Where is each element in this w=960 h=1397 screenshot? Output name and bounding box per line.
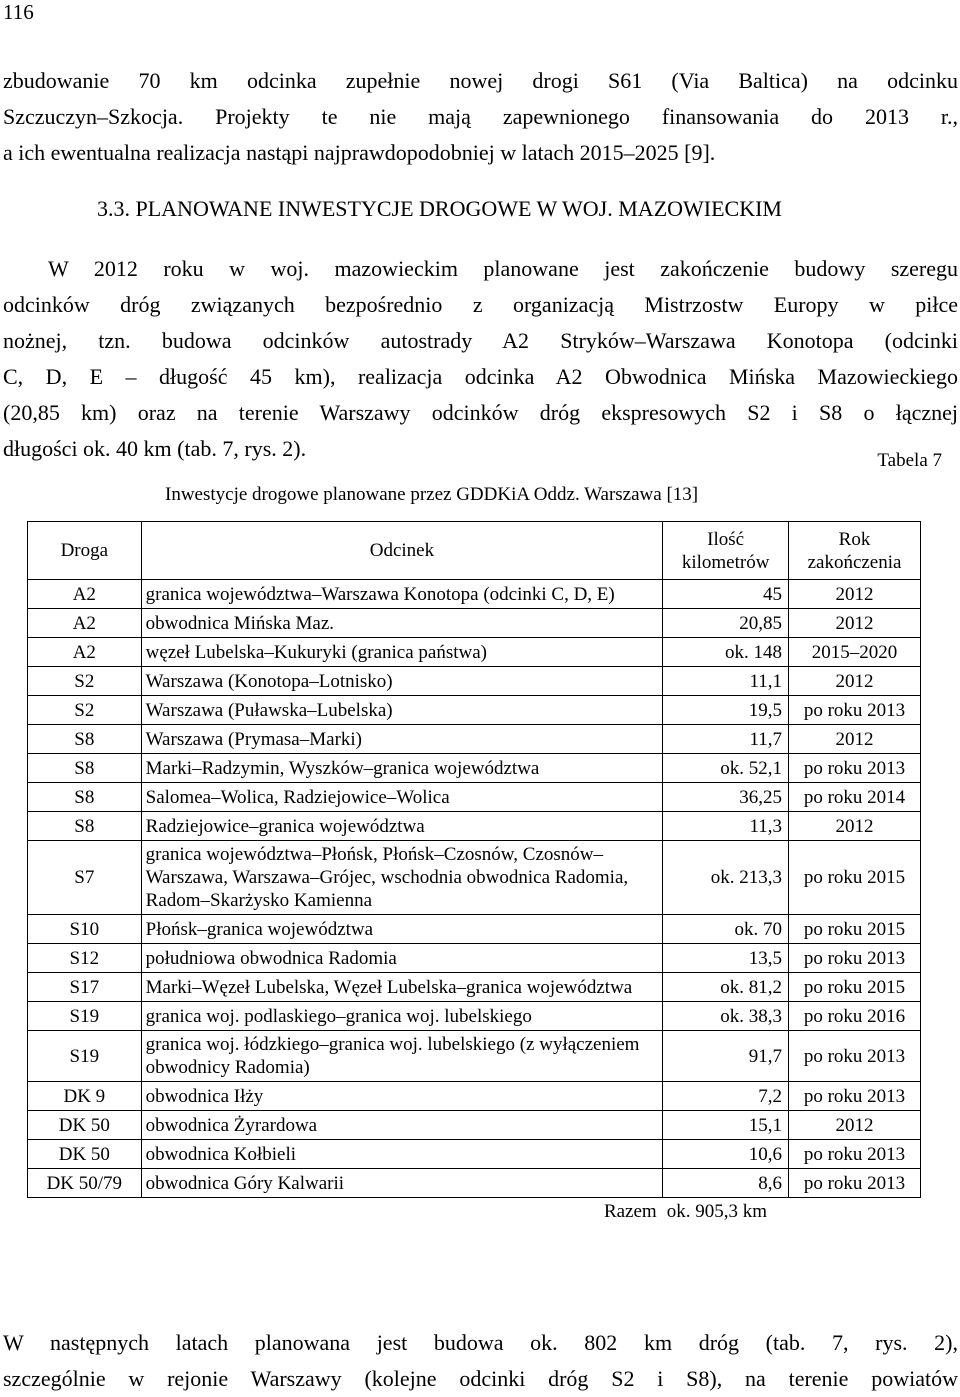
cell-segment: Płońsk–granica województwa (141, 915, 663, 944)
body-line: nożnej, tzn. budowa odcinków autostrady A2 Stryków–Warszawa Konotopa (odcinki (3, 328, 958, 353)
cell-segment: Marki–Radzymin, Wyszków–granica województwa (141, 754, 663, 783)
table-row (28, 1169, 921, 1198)
cell-year: po roku 2016 (789, 1002, 921, 1031)
cell-road: S8 (28, 812, 142, 841)
body-line: C, D, E – długość 45 km), realizacja odcinka A2 Obwodnica Mińska Mazowieckiego (3, 364, 958, 389)
cell-road: S7 (28, 841, 142, 915)
cell-km: ok. 38,3 (663, 1002, 789, 1031)
total-blank (28, 1198, 142, 1226)
cell-year: po roku 2015 (789, 841, 921, 915)
intro-line: Szczuczyn–Szkocja. Projekty te nie mają zapewnionego finansowania do 2013 r., (3, 104, 958, 129)
header-road: Droga (28, 522, 142, 580)
cell-segment: południowa obwodnica Radomia (141, 944, 663, 973)
table-total-row (28, 1198, 921, 1226)
cell-segment: obwodnica Żyrardowa (141, 1111, 663, 1140)
cell-year: po roku 2013 (789, 1169, 921, 1198)
intro-line: a ich ewentualna realizacja nastąpi najprawdopodobniej w latach 2015–2025 [9]. (3, 140, 716, 165)
cell-km: ok. 52,1 (663, 754, 789, 783)
cell-segment: Radziejowice–granica województwa (141, 812, 663, 841)
header-year-line1: Rok (838, 528, 871, 550)
table-row (28, 812, 921, 841)
cell-year: 2012 (789, 812, 921, 841)
cell-year: po roku 2013 (789, 944, 921, 973)
total-km: ok. 905,3 km (663, 1198, 789, 1226)
cell-year: 2012 (789, 1111, 921, 1140)
cell-segment: Salomea–Wolica, Radziejowice–Wolica (141, 783, 663, 812)
total-year-blank (789, 1198, 921, 1226)
cell-year: 2012 (789, 725, 921, 754)
cell-segment: obwodnica Góry Kalwarii (141, 1169, 663, 1198)
table-row (28, 609, 921, 638)
header-year-line2: zakończenia (807, 551, 902, 573)
cell-year: po roku 2013 (789, 696, 921, 725)
cell-segment: Warszawa (Konotopa–Lotnisko) (141, 667, 663, 696)
table-row (28, 783, 921, 812)
table-row (28, 638, 921, 667)
cell-year: po roku 2013 (789, 1082, 921, 1111)
cell-km: 11,7 (663, 725, 789, 754)
table-header-row (28, 522, 921, 580)
cell-road: S8 (28, 754, 142, 783)
body-line: odcinków dróg związanych bezpośrednio z organizacją Mistrzostw Europy w piłce (3, 292, 958, 317)
body-line: (20,85 km) oraz na terenie Warszawy odcinków dróg ekspresowych S2 i S8 o łącznej (3, 400, 958, 425)
cell-km: 11,1 (663, 667, 789, 696)
cell-segment: węzeł Lubelska–Kukuryki (granica państwa) (141, 638, 663, 667)
cell-km: 7,2 (663, 1082, 789, 1111)
table-row (28, 915, 921, 944)
cell-km: 45 (663, 580, 789, 609)
cell-road: S10 (28, 915, 142, 944)
header-km-line1: Ilość (707, 528, 745, 550)
cell-year: po roku 2015 (789, 915, 921, 944)
intro-paragraph (3, 63, 958, 171)
table-row (28, 944, 921, 973)
body-line: W 2012 roku w woj. mazowieckim planowane jest zakończenie budowy szeregu (48, 256, 958, 281)
cell-year: po roku 2015 (789, 973, 921, 1002)
table-row (28, 754, 921, 783)
cell-km: 11,3 (663, 812, 789, 841)
cell-km: 91,7 (663, 1031, 789, 1082)
intro-line: zbudowanie 70 km odcinka zupełnie nowej drogi S61 (Via Baltica) na odcinku (3, 68, 958, 93)
body-line: długości ok. 40 km (tab. 7, rys. 2). (3, 436, 307, 461)
table-row (28, 1031, 921, 1082)
cell-road: A2 (28, 609, 142, 638)
table-row (28, 841, 921, 915)
table-caption: Inwestycje drogowe planowane przez GDDKiA Oddz. Warszawa [13] (165, 484, 699, 505)
cell-road: S8 (28, 725, 142, 754)
cell-segment: obwodnica Iłży (141, 1082, 663, 1111)
cell-segment: obwodnica Mińska Maz. (141, 609, 663, 638)
cell-road: S19 (28, 1002, 142, 1031)
section-heading: 3.3. PLANOWANE INWESTYCJE DROGOWE W WOJ. MAZOWIECKIM (97, 196, 782, 221)
cell-km: ok. 70 (663, 915, 789, 944)
cell-year: po roku 2013 (789, 1031, 921, 1082)
page-number: 116 (3, 0, 34, 24)
cell-road: S12 (28, 944, 142, 973)
header-year (789, 522, 921, 580)
table-row (28, 1082, 921, 1111)
cell-road: DK 50 (28, 1111, 142, 1140)
cell-segment: granica województwa–Płońsk, Płońsk–Czosnów, Czosnów–Warszawa, Warszawa–Grójec, wschodnia obwodnica Radomia, Radom–Skarżysko Kamienna (141, 841, 663, 915)
cell-km: 10,6 (663, 1140, 789, 1169)
cell-km: 15,1 (663, 1111, 789, 1140)
cell-road: S19 (28, 1031, 142, 1082)
cell-km: ok. 81,2 (663, 973, 789, 1002)
cell-segment: obwodnica Kołbieli (141, 1140, 663, 1169)
cell-year: 2012 (789, 609, 921, 638)
cell-segment: granica woj. podlaskiego–granica woj. lubelskiego (141, 1002, 663, 1031)
header-km-line2: kilometrów (681, 551, 770, 573)
outro-line: W następnych latach planowana jest budowa ok. 802 km dróg (tab. 7, rys. 2), (3, 1330, 958, 1355)
cell-km: 36,25 (663, 783, 789, 812)
table-row (28, 580, 921, 609)
outro-paragraph (3, 1325, 958, 1397)
cell-km: 13,5 (663, 944, 789, 973)
table-row (28, 725, 921, 754)
cell-km: ok. 213,3 (663, 841, 789, 915)
cell-road: DK 50/79 (28, 1169, 142, 1198)
cell-year: po roku 2013 (789, 1140, 921, 1169)
cell-road: S2 (28, 696, 142, 725)
cell-road: DK 50 (28, 1140, 142, 1169)
body-paragraph (3, 251, 958, 467)
table-label: Tabela 7 (877, 450, 942, 471)
cell-segment: granica województwa–Warszawa Konotopa (odcinki C, D, E) (141, 580, 663, 609)
table-row (28, 1111, 921, 1140)
table-row (28, 973, 921, 1002)
cell-year: 2012 (789, 580, 921, 609)
cell-km: ok. 148 (663, 638, 789, 667)
cell-year: po roku 2013 (789, 754, 921, 783)
cell-segment: granica woj. łódzkiego–granica woj. lubelskiego (z wyłączeniem obwodnicy Radomia) (141, 1031, 663, 1082)
cell-year: po roku 2014 (789, 783, 921, 812)
cell-segment: Marki–Węzeł Lubelska, Węzeł Lubelska–granica województwa (141, 973, 663, 1002)
cell-year: 2015–2020 (789, 638, 921, 667)
cell-km: 19,5 (663, 696, 789, 725)
cell-km: 20,85 (663, 609, 789, 638)
outro-line: szczególnie w rejonie Warszawy (kolejne odcinki dróg S2 i S8), na terenie powiatów (3, 1366, 958, 1391)
cell-road: S17 (28, 973, 142, 1002)
road-investments-table (27, 521, 921, 1225)
table-row (28, 667, 921, 696)
header-km (663, 522, 789, 580)
cell-road: DK 9 (28, 1082, 142, 1111)
table-row (28, 1140, 921, 1169)
cell-road: A2 (28, 638, 142, 667)
header-segment: Odcinek (141, 522, 663, 580)
table-row (28, 696, 921, 725)
cell-km: 8,6 (663, 1169, 789, 1198)
cell-road: A2 (28, 580, 142, 609)
total-label: Razem (603, 1201, 657, 1222)
cell-road: S2 (28, 667, 142, 696)
cell-segment: Warszawa (Prymasa–Marki) (141, 725, 663, 754)
cell-road: S8 (28, 783, 142, 812)
table-body (28, 580, 921, 1198)
cell-year: 2012 (789, 667, 921, 696)
table-row (28, 1002, 921, 1031)
cell-segment: Warszawa (Puławska–Lubelska) (141, 696, 663, 725)
